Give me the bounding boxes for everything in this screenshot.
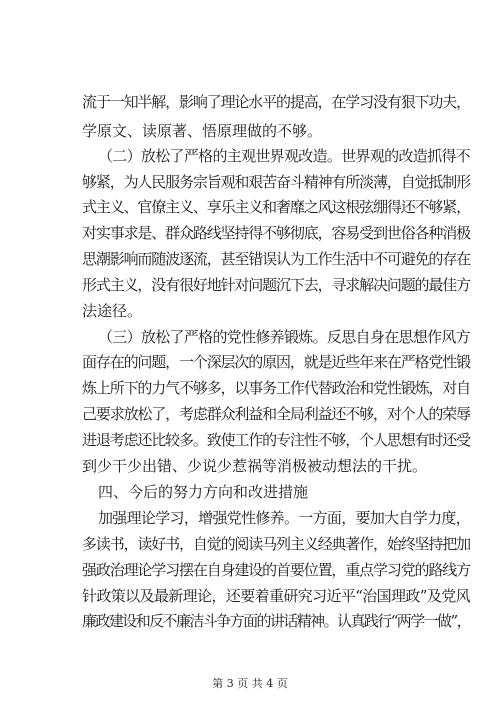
- text-line: 思潮影响而随波逐流，甚至错误认为工作生活中不可避免的存在: [82, 250, 470, 268]
- page-footer: 第 3 页 共 4 页: [212, 677, 288, 690]
- text-line: 廉政建设和反不廉洁斗争方面的讲话精神。认真践行“两学一做”，: [82, 612, 470, 630]
- text-line: 式主义、官僚主义、享乐主义和奢靡之风这根弦绷得还不够紧，: [82, 198, 470, 216]
- text-line: 针政策以及最新理论，还要着重研究习近平“治国理政”及党风: [82, 587, 470, 605]
- text-line: 对实事求是、群众路线坚持得不够彻底，容易受到世俗各种消极: [82, 224, 470, 242]
- text-line: 面存在的问题，一个深层次的原因，就是近些年来在严格党性锻: [82, 353, 470, 371]
- text-line: 到少干少出错、少说少惹祸等消极被动想法的干扰。: [82, 457, 428, 475]
- text-line: 己要求放松了，考虑群众利益和全局利益还不够，对个人的荣辱: [82, 405, 470, 423]
- text-line: 加强理论学习，增强党性修养。一方面，要加大自学力度，: [98, 509, 470, 527]
- text-line: 形式主义，没有很好地针对问题沉下去，寻求解决问题的最佳方: [82, 276, 470, 294]
- text-line: 强政治理论学习摆在自身建设的首要位置，重点学习党的路线方: [82, 561, 470, 579]
- text-line: 学原文、读原著、悟原理做的不够。: [82, 122, 323, 140]
- text-line: 够紧，为人民服务宗旨观和艰苦奋斗精神有所淡薄，自觉抵制形: [82, 173, 470, 191]
- section-heading-line: （二）放松了严格的主观世界观改造。世界观的改造抓得不: [98, 147, 470, 165]
- text-line: 进退考虑还比较多。致使工作的专注性不够，个人思想有时还受: [82, 431, 470, 449]
- text-line: 炼上所下的力气不够多，以事务工作代替政治和党性锻炼，对自: [82, 379, 470, 397]
- text-line: 法途径。: [82, 302, 143, 320]
- section-heading-line: 四、今后的努力方向和改进措施: [98, 483, 309, 501]
- text-line: 多读书，读好书，自觉的阅读马列主义经典著作，始终坚持把加: [82, 535, 470, 553]
- section-heading-line: （三）放松了严格的党性修养锻炼。反思自身在思想作风方: [98, 328, 470, 346]
- text-line: 流于一知半解，影响了理论水平的提高，在学习没有狠下功夫，: [82, 93, 470, 111]
